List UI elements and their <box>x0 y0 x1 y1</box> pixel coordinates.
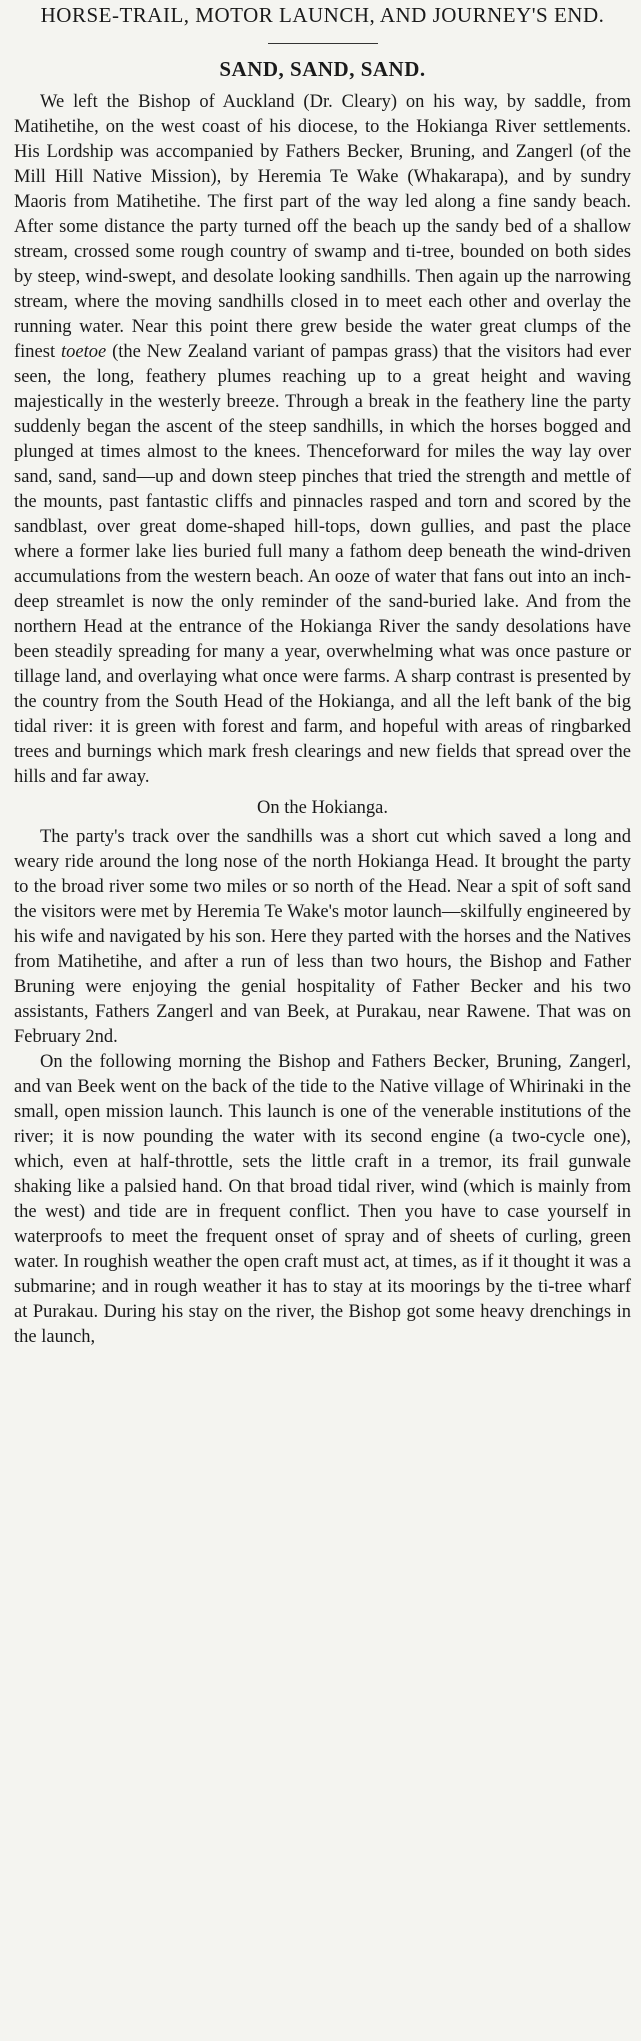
article-subheadline: SAND, SAND, SAND. <box>219 57 426 81</box>
headline-divider <box>268 43 378 44</box>
paragraph-1-part-b: (the New Zealand variant of pampas grass) that the visitors had ever seen, the long, feathery plumes reaching up to a great height and waving majestically in the westerly breeze. Through a break in the feathery line the party suddenly began the ascent of the steep sandhills, in which the horses bogged and plunged at times almost to the knees. Thenceforward for miles the way lay over sand, sand, sand—up and down steep pinches that tried the strength and mettle of the mounts, past fantastic cliffs and pinnacles rasped and torn and scored by the sandblast, over great dome-shaped hill-tops, down gullies, and past the place where a former lake lies buried full many a fathom deep beneath the wind-driven accumulations from the western beach. An ooze of water that fans out into an inch-deep streamlet is now the only reminder of the sand-buried lake. And from the northern Head at the entrance of the Hokianga River the sandy desolations have been steadily spreading for many a year, overwhelming what was once pasture or tillage land, and overlaying what once were farms. A sharp contrast is presented by the country from the South Head of the Hokianga, and all the left bank of the big tidal river: it is green with forest and farm, and hopeful with areas of ringbarked trees and burnings which mark fresh clearings and new fields that spread over the hills and far away. <box>14 342 631 787</box>
paragraph-3: On the following morning the Bishop and Fathers Becker, Bruning, Zangerl, and van Beek went on the back of the tide to the Native village of Whirinaki in the small, open mission launch. This launch is one of the venerable institutions of the river; it is now pounding the water with its second engine (a two-cycle one), which, even at half-throttle, sets the little craft in a tremor, its frail gunwale shaking like a palsied hand. On that broad tidal river, wind (which is mainly from the west) and tide are in frequent conflict. Then you have to case yourself in waterproofs to meet the frequent onset of spray and of sheets of curling, green water. In roughish weather the open craft must act, at times, as if it thought it was a submarine; and in rough weather it has to stay at its moorings by the ti-tree wharf at Purakau. During his stay on the river, the Bishop got some heavy drenchings in the launch, <box>14 1052 631 1347</box>
article-body <box>14 90 631 1350</box>
paragraph-1-part-a: We left the Bishop of Auckland (Dr. Cleary) on his way, by saddle, from Matihetihe, on the west coast of his diocese, to the Hokianga River settlements. His Lordship was accompanied by Fathers Becker, Bruning, and Zangerl (of the Mill Hill Native Mission), by Heremia Te Wake (Whakarapa), and by sundry Maoris from Matihetihe. The first part of the way led along a fine sandy beach. After some distance the party turned off the beach up the sandy bed of a shallow stream, crossed some rough country of swamp and ti-tree, bounded on both sides by steep, wind-swept, and desolate looking sandhills. Then again up the narrowing stream, where the moving sandhills closed in to meet each other and overlay the running water. Near this point there grew beside the water great clumps of the finest <box>14 92 631 362</box>
article-headline: HORSE-TRAIL, MOTOR LAUNCH, AND JOURNEY'S END. <box>40 3 605 27</box>
paragraph-1 <box>14 90 631 790</box>
paragraph-1-italic-term: toetoe <box>61 342 107 362</box>
newspaper-clipping <box>0 2 641 2041</box>
section-heading: On the Hokianga. <box>256 798 388 818</box>
paragraph-2: The party's track over the sandhills was a short cut which saved a long and weary ride around the long nose of the north Hokianga Head. It brought the party to the broad river some two miles or so north of the Head. Near a spit of soft sand the visitors were met by Heremia Te Wake's motor launch—skilfully engineered by his wife and navigated by his son. Here they parted with the horses and the Natives from Matihetihe, and after a run of less than two hours, the Bishop and Father Bruning were enjoying the genial hospitality of Father Becker and his two assistants, Fathers Zangerl and van Beek, at Purakau, near Rawene. That was on February 2nd. <box>14 827 631 1047</box>
